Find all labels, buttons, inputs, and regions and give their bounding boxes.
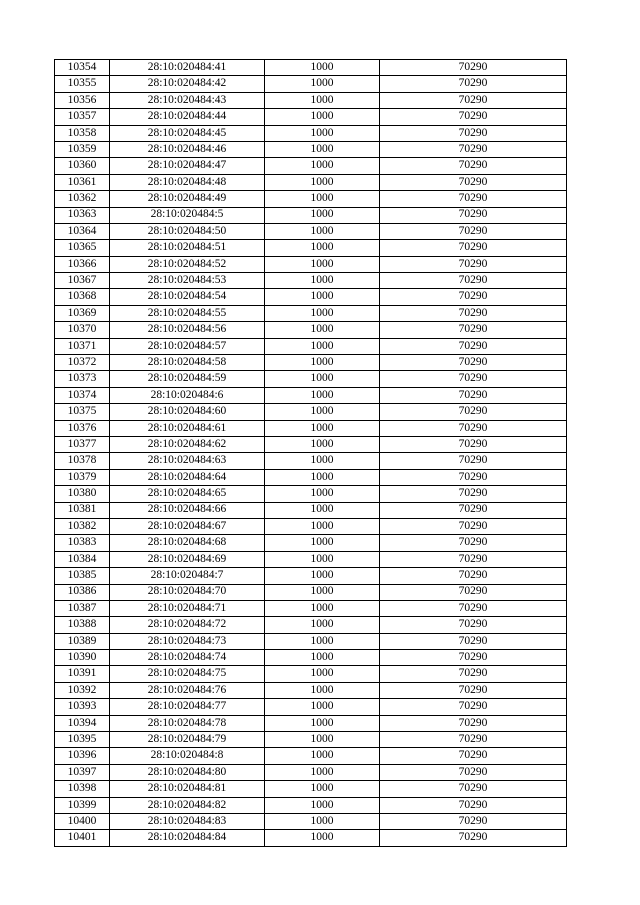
table-row xyxy=(55,502,567,518)
row-number-cell: 10379 xyxy=(55,469,110,485)
table-row xyxy=(55,469,567,485)
row-number-cell: 10380 xyxy=(55,486,110,502)
cadastral-number-cell: 28:10:020484:72 xyxy=(110,617,265,633)
table-row xyxy=(55,617,567,633)
value-cell: 70290 xyxy=(380,486,567,502)
cadastral-number-cell: 28:10:020484:48 xyxy=(110,174,265,190)
table-row xyxy=(55,748,567,764)
value-cell: 70290 xyxy=(380,617,567,633)
row-number-cell: 10396 xyxy=(55,748,110,764)
row-number-cell: 10366 xyxy=(55,256,110,272)
value-cell: 70290 xyxy=(380,666,567,682)
row-number-cell: 10393 xyxy=(55,699,110,715)
cadastral-number-cell: 28:10:020484:64 xyxy=(110,469,265,485)
cadastral-number-cell: 28:10:020484:58 xyxy=(110,355,265,371)
area-cell: 1000 xyxy=(265,650,380,666)
row-number-cell: 10397 xyxy=(55,764,110,780)
value-cell: 70290 xyxy=(380,60,567,76)
area-cell: 1000 xyxy=(265,551,380,567)
row-number-cell: 10388 xyxy=(55,617,110,633)
row-number-cell: 10365 xyxy=(55,240,110,256)
value-cell: 70290 xyxy=(380,256,567,272)
row-number-cell: 10372 xyxy=(55,355,110,371)
table-row xyxy=(55,141,567,157)
row-number-cell: 10375 xyxy=(55,404,110,420)
table-row xyxy=(55,305,567,321)
area-cell: 1000 xyxy=(265,387,380,403)
cadastral-number-cell: 28:10:020484:78 xyxy=(110,715,265,731)
value-cell: 70290 xyxy=(380,436,567,452)
table-row xyxy=(55,404,567,420)
cadastral-number-cell: 28:10:020484:66 xyxy=(110,502,265,518)
area-cell: 1000 xyxy=(265,830,380,846)
cadastral-number-cell: 28:10:020484:46 xyxy=(110,141,265,157)
area-cell: 1000 xyxy=(265,732,380,748)
table-row xyxy=(55,420,567,436)
row-number-cell: 10386 xyxy=(55,584,110,600)
value-cell: 70290 xyxy=(380,830,567,846)
row-number-cell: 10389 xyxy=(55,633,110,649)
row-number-cell: 10399 xyxy=(55,797,110,813)
cadastral-number-cell: 28:10:020484:80 xyxy=(110,764,265,780)
row-number-cell: 10367 xyxy=(55,273,110,289)
cadastral-number-cell: 28:10:020484:67 xyxy=(110,518,265,534)
area-cell: 1000 xyxy=(265,158,380,174)
table-row xyxy=(55,191,567,207)
area-cell: 1000 xyxy=(265,404,380,420)
row-number-cell: 10356 xyxy=(55,92,110,108)
table-row xyxy=(55,355,567,371)
cadastral-number-cell: 28:10:020484:41 xyxy=(110,60,265,76)
row-number-cell: 10385 xyxy=(55,568,110,584)
cadastral-number-cell: 28:10:020484:55 xyxy=(110,305,265,321)
area-cell: 1000 xyxy=(265,502,380,518)
row-number-cell: 10391 xyxy=(55,666,110,682)
cadastral-number-cell: 28:10:020484:51 xyxy=(110,240,265,256)
value-cell: 70290 xyxy=(380,568,567,584)
value-cell: 70290 xyxy=(380,174,567,190)
row-number-cell: 10363 xyxy=(55,207,110,223)
value-cell: 70290 xyxy=(380,502,567,518)
area-cell: 1000 xyxy=(265,813,380,829)
area-cell: 1000 xyxy=(265,633,380,649)
area-cell: 1000 xyxy=(265,207,380,223)
table-row xyxy=(55,699,567,715)
cadastral-number-cell: 28:10:020484:61 xyxy=(110,420,265,436)
row-number-cell: 10378 xyxy=(55,453,110,469)
table-row xyxy=(55,535,567,551)
area-cell: 1000 xyxy=(265,420,380,436)
row-number-cell: 10360 xyxy=(55,158,110,174)
table-row xyxy=(55,371,567,387)
area-cell: 1000 xyxy=(265,699,380,715)
area-cell: 1000 xyxy=(265,535,380,551)
table-row xyxy=(55,551,567,567)
cadastral-number-cell: 28:10:020484:70 xyxy=(110,584,265,600)
cadastral-number-cell: 28:10:020484:77 xyxy=(110,699,265,715)
cadastral-number-cell: 28:10:020484:76 xyxy=(110,682,265,698)
table-row xyxy=(55,223,567,239)
row-number-cell: 10354 xyxy=(55,60,110,76)
row-number-cell: 10381 xyxy=(55,502,110,518)
value-cell: 70290 xyxy=(380,289,567,305)
table-row xyxy=(55,256,567,272)
value-cell: 70290 xyxy=(380,371,567,387)
table-row xyxy=(55,650,567,666)
cadastral-number-cell: 28:10:020484:56 xyxy=(110,322,265,338)
cadastral-number-cell: 28:10:020484:71 xyxy=(110,600,265,616)
area-cell: 1000 xyxy=(265,371,380,387)
value-cell: 70290 xyxy=(380,240,567,256)
table-row xyxy=(55,633,567,649)
table-row xyxy=(55,830,567,846)
area-cell: 1000 xyxy=(265,600,380,616)
value-cell: 70290 xyxy=(380,748,567,764)
value-cell: 70290 xyxy=(380,109,567,125)
value-cell: 70290 xyxy=(380,518,567,534)
area-cell: 1000 xyxy=(265,715,380,731)
table-row xyxy=(55,289,567,305)
area-cell: 1000 xyxy=(265,682,380,698)
value-cell: 70290 xyxy=(380,141,567,157)
area-cell: 1000 xyxy=(265,617,380,633)
row-number-cell: 10377 xyxy=(55,436,110,452)
table-row xyxy=(55,338,567,354)
value-cell: 70290 xyxy=(380,633,567,649)
cadastral-number-cell: 28:10:020484:7 xyxy=(110,568,265,584)
table-row xyxy=(55,682,567,698)
area-cell: 1000 xyxy=(265,191,380,207)
value-cell: 70290 xyxy=(380,92,567,108)
cadastral-number-cell: 28:10:020484:79 xyxy=(110,732,265,748)
value-cell: 70290 xyxy=(380,158,567,174)
value-cell: 70290 xyxy=(380,453,567,469)
area-cell: 1000 xyxy=(265,453,380,469)
area-cell: 1000 xyxy=(265,223,380,239)
table-row xyxy=(55,240,567,256)
value-cell: 70290 xyxy=(380,715,567,731)
area-cell: 1000 xyxy=(265,240,380,256)
row-number-cell: 10357 xyxy=(55,109,110,125)
row-number-cell: 10376 xyxy=(55,420,110,436)
cadastral-number-cell: 28:10:020484:82 xyxy=(110,797,265,813)
area-cell: 1000 xyxy=(265,797,380,813)
area-cell: 1000 xyxy=(265,60,380,76)
cadastral-number-cell: 28:10:020484:62 xyxy=(110,436,265,452)
cadastral-number-cell: 28:10:020484:42 xyxy=(110,76,265,92)
value-cell: 70290 xyxy=(380,682,567,698)
row-number-cell: 10361 xyxy=(55,174,110,190)
value-cell: 70290 xyxy=(380,699,567,715)
row-number-cell: 10390 xyxy=(55,650,110,666)
value-cell: 70290 xyxy=(380,223,567,239)
value-cell: 70290 xyxy=(380,338,567,354)
table-row xyxy=(55,436,567,452)
value-cell: 70290 xyxy=(380,764,567,780)
row-number-cell: 10362 xyxy=(55,191,110,207)
value-cell: 70290 xyxy=(380,207,567,223)
area-cell: 1000 xyxy=(265,92,380,108)
table-row xyxy=(55,568,567,584)
value-cell: 70290 xyxy=(380,322,567,338)
row-number-cell: 10383 xyxy=(55,535,110,551)
row-number-cell: 10392 xyxy=(55,682,110,698)
row-number-cell: 10359 xyxy=(55,141,110,157)
row-number-cell: 10387 xyxy=(55,600,110,616)
cadastral-number-cell: 28:10:020484:68 xyxy=(110,535,265,551)
row-number-cell: 10398 xyxy=(55,781,110,797)
cadastral-number-cell: 28:10:020484:43 xyxy=(110,92,265,108)
table-row xyxy=(55,60,567,76)
table-row xyxy=(55,174,567,190)
cadastral-number-cell: 28:10:020484:75 xyxy=(110,666,265,682)
table-row xyxy=(55,781,567,797)
table-row xyxy=(55,666,567,682)
table-row xyxy=(55,273,567,289)
row-number-cell: 10371 xyxy=(55,338,110,354)
table-row xyxy=(55,732,567,748)
table-row xyxy=(55,584,567,600)
value-cell: 70290 xyxy=(380,535,567,551)
value-cell: 70290 xyxy=(380,797,567,813)
table-row xyxy=(55,109,567,125)
table-row xyxy=(55,797,567,813)
cadastral-number-cell: 28:10:020484:57 xyxy=(110,338,265,354)
area-cell: 1000 xyxy=(265,289,380,305)
cadastral-number-cell: 28:10:020484:53 xyxy=(110,273,265,289)
value-cell: 70290 xyxy=(380,551,567,567)
value-cell: 70290 xyxy=(380,305,567,321)
cadastral-number-cell: 28:10:020484:8 xyxy=(110,748,265,764)
value-cell: 70290 xyxy=(380,781,567,797)
table-row xyxy=(55,76,567,92)
area-cell: 1000 xyxy=(265,568,380,584)
table-row xyxy=(55,453,567,469)
row-number-cell: 10370 xyxy=(55,322,110,338)
cadastral-number-cell: 28:10:020484:83 xyxy=(110,813,265,829)
row-number-cell: 10374 xyxy=(55,387,110,403)
table-row xyxy=(55,125,567,141)
table-row xyxy=(55,715,567,731)
area-cell: 1000 xyxy=(265,748,380,764)
cadastral-number-cell: 28:10:020484:73 xyxy=(110,633,265,649)
table-row xyxy=(55,813,567,829)
value-cell: 70290 xyxy=(380,650,567,666)
cadastral-number-cell: 28:10:020484:45 xyxy=(110,125,265,141)
cadastral-number-cell: 28:10:020484:60 xyxy=(110,404,265,420)
area-cell: 1000 xyxy=(265,469,380,485)
area-cell: 1000 xyxy=(265,273,380,289)
table-row xyxy=(55,518,567,534)
area-cell: 1000 xyxy=(265,764,380,780)
value-cell: 70290 xyxy=(380,355,567,371)
table-row xyxy=(55,322,567,338)
value-cell: 70290 xyxy=(380,732,567,748)
area-cell: 1000 xyxy=(265,666,380,682)
cadastral-number-cell: 28:10:020484:50 xyxy=(110,223,265,239)
cadastral-number-cell: 28:10:020484:44 xyxy=(110,109,265,125)
table-row xyxy=(55,764,567,780)
area-cell: 1000 xyxy=(265,584,380,600)
cadastral-number-cell: 28:10:020484:5 xyxy=(110,207,265,223)
row-number-cell: 10400 xyxy=(55,813,110,829)
cadastral-number-cell: 28:10:020484:81 xyxy=(110,781,265,797)
cadastral-number-cell: 28:10:020484:69 xyxy=(110,551,265,567)
row-number-cell: 10373 xyxy=(55,371,110,387)
cadastral-number-cell: 28:10:020484:54 xyxy=(110,289,265,305)
area-cell: 1000 xyxy=(265,322,380,338)
cadastral-number-cell: 28:10:020484:49 xyxy=(110,191,265,207)
cadastral-number-cell: 28:10:020484:47 xyxy=(110,158,265,174)
value-cell: 70290 xyxy=(380,600,567,616)
table-row xyxy=(55,207,567,223)
area-cell: 1000 xyxy=(265,141,380,157)
area-cell: 1000 xyxy=(265,486,380,502)
table-body xyxy=(55,60,567,847)
area-cell: 1000 xyxy=(265,174,380,190)
area-cell: 1000 xyxy=(265,125,380,141)
value-cell: 70290 xyxy=(380,420,567,436)
row-number-cell: 10401 xyxy=(55,830,110,846)
row-number-cell: 10355 xyxy=(55,76,110,92)
row-number-cell: 10384 xyxy=(55,551,110,567)
table-row xyxy=(55,600,567,616)
value-cell: 70290 xyxy=(380,469,567,485)
area-cell: 1000 xyxy=(265,355,380,371)
cadastral-number-cell: 28:10:020484:59 xyxy=(110,371,265,387)
cadastral-number-cell: 28:10:020484:6 xyxy=(110,387,265,403)
area-cell: 1000 xyxy=(265,256,380,272)
value-cell: 70290 xyxy=(380,813,567,829)
table-row xyxy=(55,92,567,108)
data-table xyxy=(54,59,567,847)
value-cell: 70290 xyxy=(380,76,567,92)
area-cell: 1000 xyxy=(265,109,380,125)
area-cell: 1000 xyxy=(265,305,380,321)
area-cell: 1000 xyxy=(265,76,380,92)
value-cell: 70290 xyxy=(380,404,567,420)
cadastral-number-cell: 28:10:020484:52 xyxy=(110,256,265,272)
value-cell: 70290 xyxy=(380,125,567,141)
area-cell: 1000 xyxy=(265,781,380,797)
cadastral-number-cell: 28:10:020484:84 xyxy=(110,830,265,846)
cadastral-number-cell: 28:10:020484:74 xyxy=(110,650,265,666)
row-number-cell: 10358 xyxy=(55,125,110,141)
table-row xyxy=(55,158,567,174)
area-cell: 1000 xyxy=(265,436,380,452)
value-cell: 70290 xyxy=(380,273,567,289)
cadastral-number-cell: 28:10:020484:63 xyxy=(110,453,265,469)
row-number-cell: 10395 xyxy=(55,732,110,748)
area-cell: 1000 xyxy=(265,518,380,534)
cadastral-number-cell: 28:10:020484:65 xyxy=(110,486,265,502)
row-number-cell: 10394 xyxy=(55,715,110,731)
table-row xyxy=(55,486,567,502)
row-number-cell: 10364 xyxy=(55,223,110,239)
table-row xyxy=(55,387,567,403)
value-cell: 70290 xyxy=(380,387,567,403)
value-cell: 70290 xyxy=(380,584,567,600)
area-cell: 1000 xyxy=(265,338,380,354)
row-number-cell: 10369 xyxy=(55,305,110,321)
row-number-cell: 10382 xyxy=(55,518,110,534)
row-number-cell: 10368 xyxy=(55,289,110,305)
value-cell: 70290 xyxy=(380,191,567,207)
